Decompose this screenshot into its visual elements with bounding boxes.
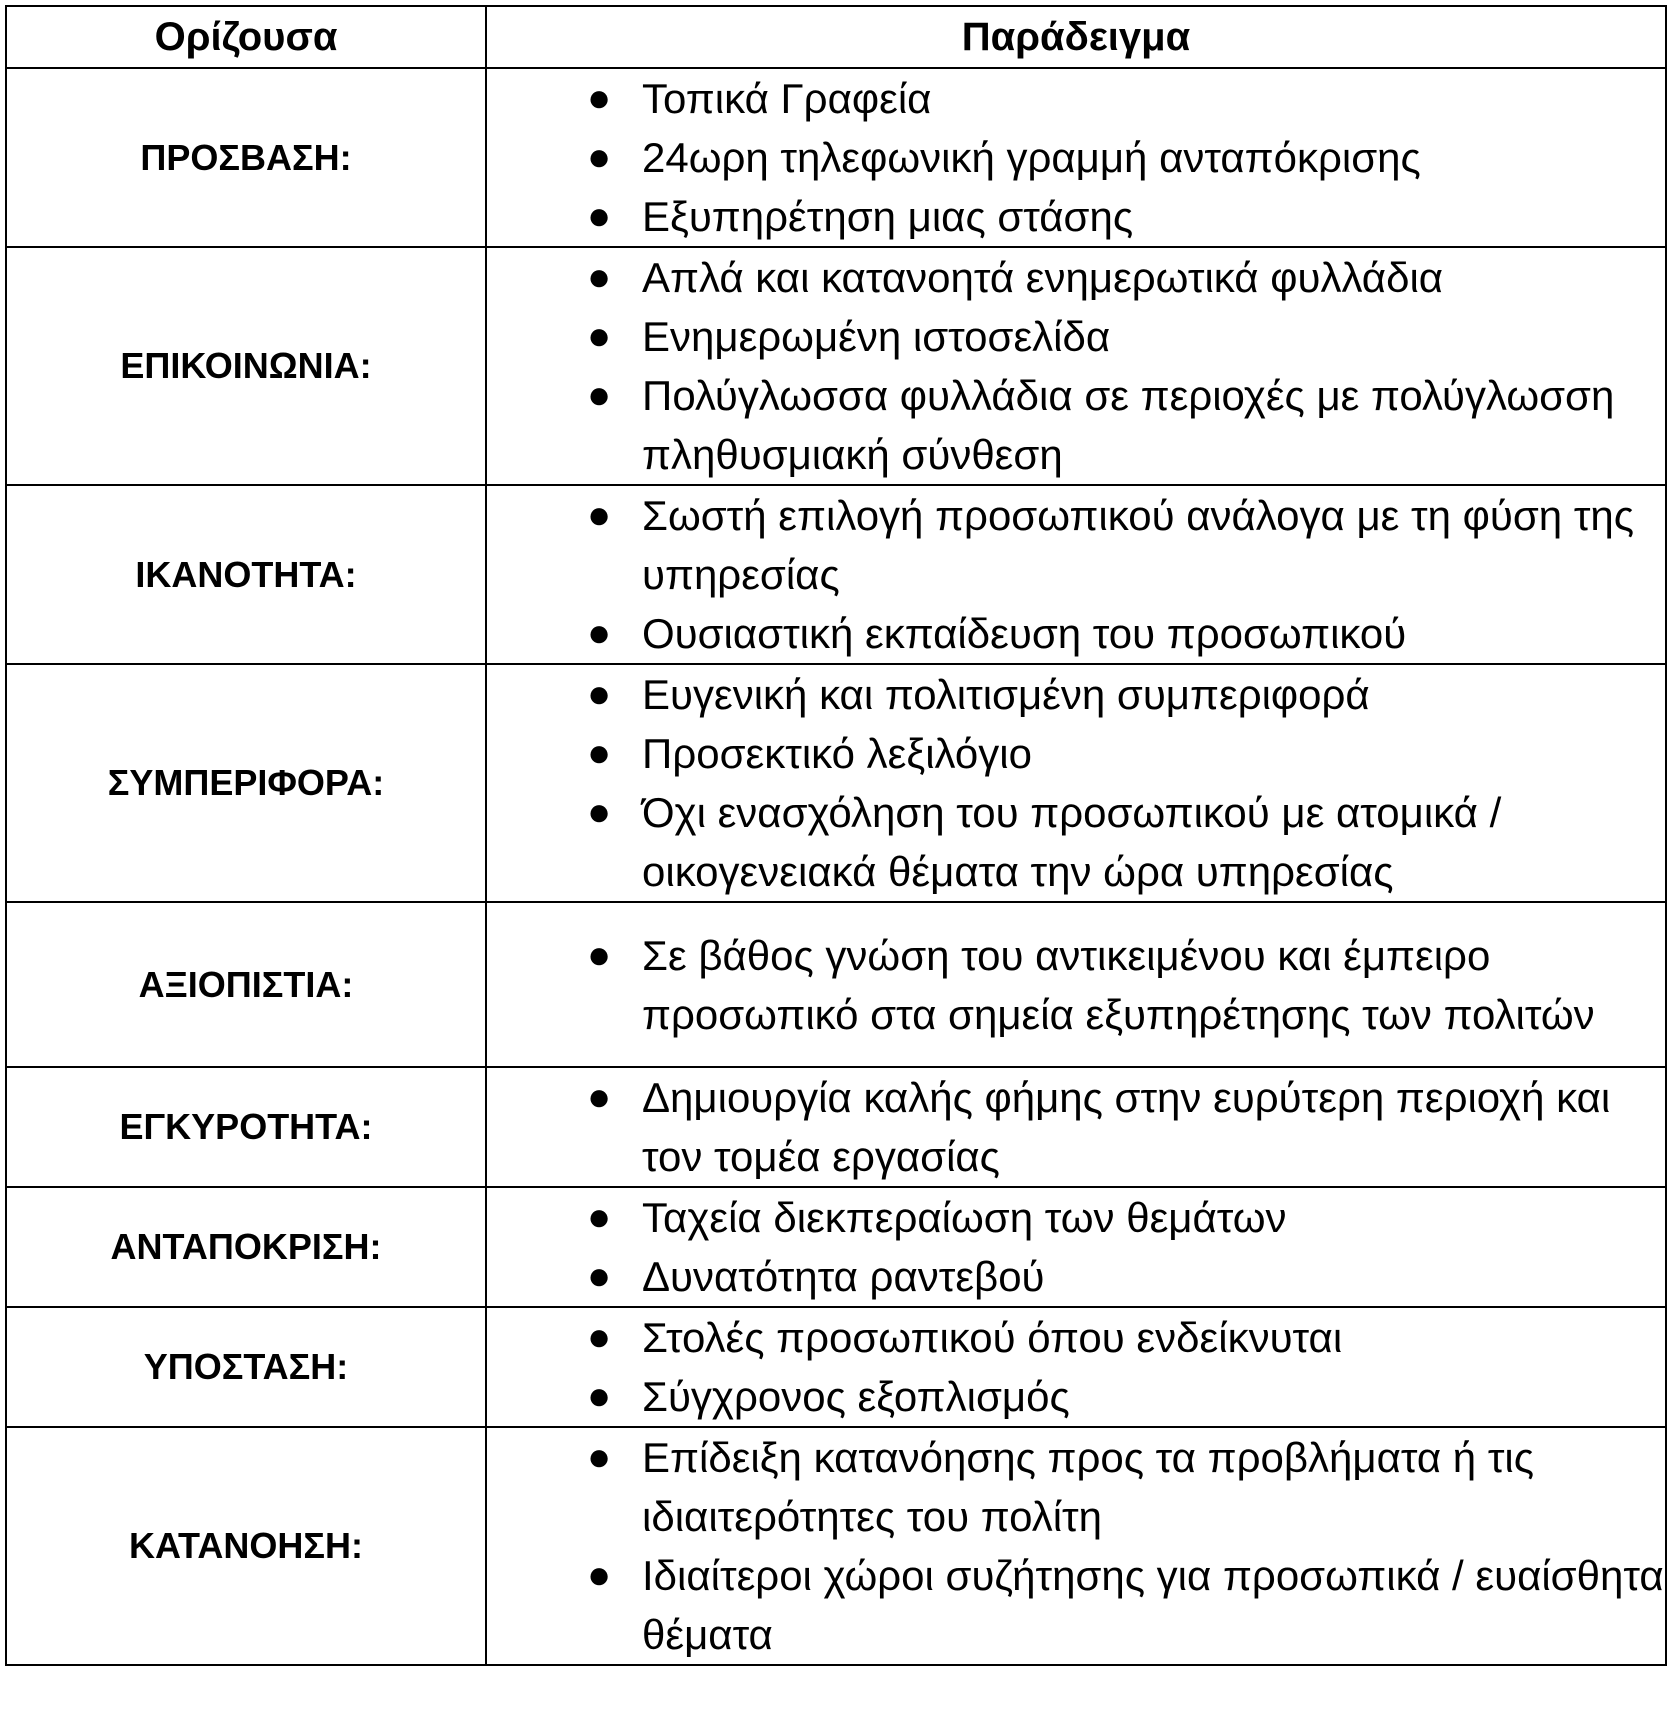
bullet-icon: ● [587, 493, 612, 537]
list-item-text: Ενημερωμένη ιστοσελίδα [642, 313, 1111, 360]
example-list [487, 486, 1665, 663]
determinant-label: ΕΠΙΚΟΙΝΩΝΙΑ: [6, 247, 486, 485]
example-list [487, 1428, 1665, 1664]
bullet-icon: ● [587, 1315, 612, 1359]
list-item [487, 1428, 1665, 1546]
table-row [6, 1187, 1666, 1307]
list-item [487, 1247, 1665, 1306]
list-item [487, 604, 1665, 663]
list-item-text: Δημιουργία καλής φήμης στην ευρύτερη περιοχή και τον τομέα εργασίας [642, 1074, 1611, 1180]
bullet-icon: ● [587, 373, 612, 417]
determinant-label: ΠΡΟΣΒΑΣΗ: [6, 68, 486, 247]
determinant-label: ΙΚΑΝΟΤΗΤΑ: [6, 485, 486, 664]
list-item-text: 24ωρη τηλεφωνική γραμμή ανταπόκρισης [642, 134, 1421, 181]
examples-cell [486, 485, 1666, 664]
list-item-text: Πολύγλωσσα φυλλάδια σε περιοχές με πολύγλωσση πληθυσμιακή σύνθεση [642, 372, 1615, 478]
examples-cell [486, 1187, 1666, 1307]
list-item-text: Εξυπηρέτηση μιας στάσης [642, 193, 1134, 240]
bullet-icon: ● [587, 1374, 612, 1418]
list-item-text: Τοπικά Γραφεία [642, 75, 932, 122]
header-example: Παράδειγμα [486, 6, 1666, 68]
list-item [487, 307, 1665, 366]
list-item [487, 366, 1665, 484]
list-item [487, 69, 1665, 128]
list-item [487, 1367, 1665, 1426]
table-row [6, 902, 1666, 1067]
table-body [6, 68, 1666, 1665]
examples-cell [486, 1307, 1666, 1427]
bullet-icon: ● [587, 135, 612, 179]
list-item [487, 724, 1665, 783]
header-determinant: Ορίζουσα [6, 6, 486, 68]
list-item-text: Απλά και κατανοητά ενημερωτικά φυλλάδια [642, 254, 1444, 301]
determinant-label: ΑΞΙΟΠΙΣΤΙΑ: [6, 902, 486, 1067]
bullet-icon: ● [587, 314, 612, 358]
list-item [487, 783, 1665, 901]
examples-cell [486, 68, 1666, 247]
bullet-icon: ● [587, 932, 612, 977]
example-list [487, 665, 1665, 901]
example-list [487, 1188, 1665, 1306]
list-item-text: Ιδιαίτεροι χώροι συζήτησης για προσωπικά / ευαίσθητα θέματα [642, 1552, 1664, 1658]
bullet-icon: ● [587, 76, 612, 120]
list-item [487, 1068, 1665, 1186]
header-row [6, 6, 1666, 68]
list-item [487, 1188, 1665, 1247]
bullet-icon: ● [587, 790, 612, 834]
bullet-icon: ● [587, 1435, 612, 1479]
example-list [487, 926, 1665, 1044]
table-row [6, 1067, 1666, 1187]
example-list [487, 1308, 1665, 1426]
determinant-label: ΥΠΟΣΤΑΣΗ: [6, 1307, 486, 1427]
examples-cell [486, 1067, 1666, 1187]
bullet-icon: ● [587, 1195, 612, 1239]
table-row [6, 1307, 1666, 1427]
bullet-icon: ● [587, 611, 612, 655]
table-row [6, 664, 1666, 902]
list-item [487, 187, 1665, 246]
bullet-icon: ● [587, 1075, 612, 1119]
list-item-text: Ταχεία διεκπεραίωση των θεμάτων [642, 1194, 1287, 1241]
bullet-icon: ● [587, 672, 612, 716]
list-item-text: Ευγενική και πολιτισμένη συμπεριφορά [642, 671, 1370, 718]
determinants-table [5, 5, 1667, 1666]
example-list [487, 69, 1665, 246]
bullet-icon: ● [587, 194, 612, 238]
examples-cell [486, 247, 1666, 485]
bullet-icon: ● [587, 731, 612, 775]
determinant-label: ΣΥΜΠΕΡΙΦΟΡΑ: [6, 664, 486, 902]
list-item-text: Επίδειξη κατανόησης προς τα προβλήματα ή τις ιδιαιτερότητες του πολίτη [642, 1434, 1534, 1540]
list-item [487, 128, 1665, 187]
bullet-icon: ● [587, 1553, 612, 1597]
list-item-text: Σύγχρονος εξοπλισμός [642, 1373, 1070, 1420]
list-item-text: Όχι ενασχόληση του προσωπικού με ατομικά / οικογενειακά θέματα την ώρα υπηρεσίας [642, 789, 1502, 895]
examples-cell [486, 902, 1666, 1067]
determinant-label: ΚΑΤΑΝΟΗΣΗ: [6, 1427, 486, 1665]
list-item [487, 1308, 1665, 1367]
list-item [487, 926, 1665, 1044]
list-item [487, 248, 1665, 307]
example-list [487, 248, 1665, 484]
determinant-label: ΑΝΤΑΠΟΚΡΙΣΗ: [6, 1187, 486, 1307]
bullet-icon: ● [587, 1254, 612, 1298]
list-item-text: Στολές προσωπικού όπου ενδείκνυται [642, 1314, 1343, 1361]
examples-cell [486, 1427, 1666, 1665]
table-row [6, 1427, 1666, 1665]
table-row [6, 247, 1666, 485]
list-item-text: Σε βάθος γνώση του αντικειμένου και έμπειρο προσωπικό στα σημεία εξυπηρέτησης των πολιτών [642, 931, 1595, 1038]
list-item [487, 486, 1665, 604]
bullet-icon: ● [587, 255, 612, 299]
list-item-text: Δυνατότητα ραντεβού [642, 1253, 1045, 1300]
example-list [487, 1068, 1665, 1186]
table-row [6, 485, 1666, 664]
list-item-text: Προσεκτικό λεξιλόγιο [642, 730, 1032, 777]
list-item [487, 1546, 1665, 1664]
determinant-label: ΕΓΚΥΡΟΤΗΤΑ: [6, 1067, 486, 1187]
examples-cell [486, 664, 1666, 902]
list-item-text: Σωστή επιλογή προσωπικού ανάλογα με τη φύση της υπηρεσίας [642, 492, 1635, 598]
list-item-text: Ουσιαστική εκπαίδευση του προσωπικού [642, 610, 1407, 657]
table-row [6, 68, 1666, 247]
list-item [487, 665, 1665, 724]
